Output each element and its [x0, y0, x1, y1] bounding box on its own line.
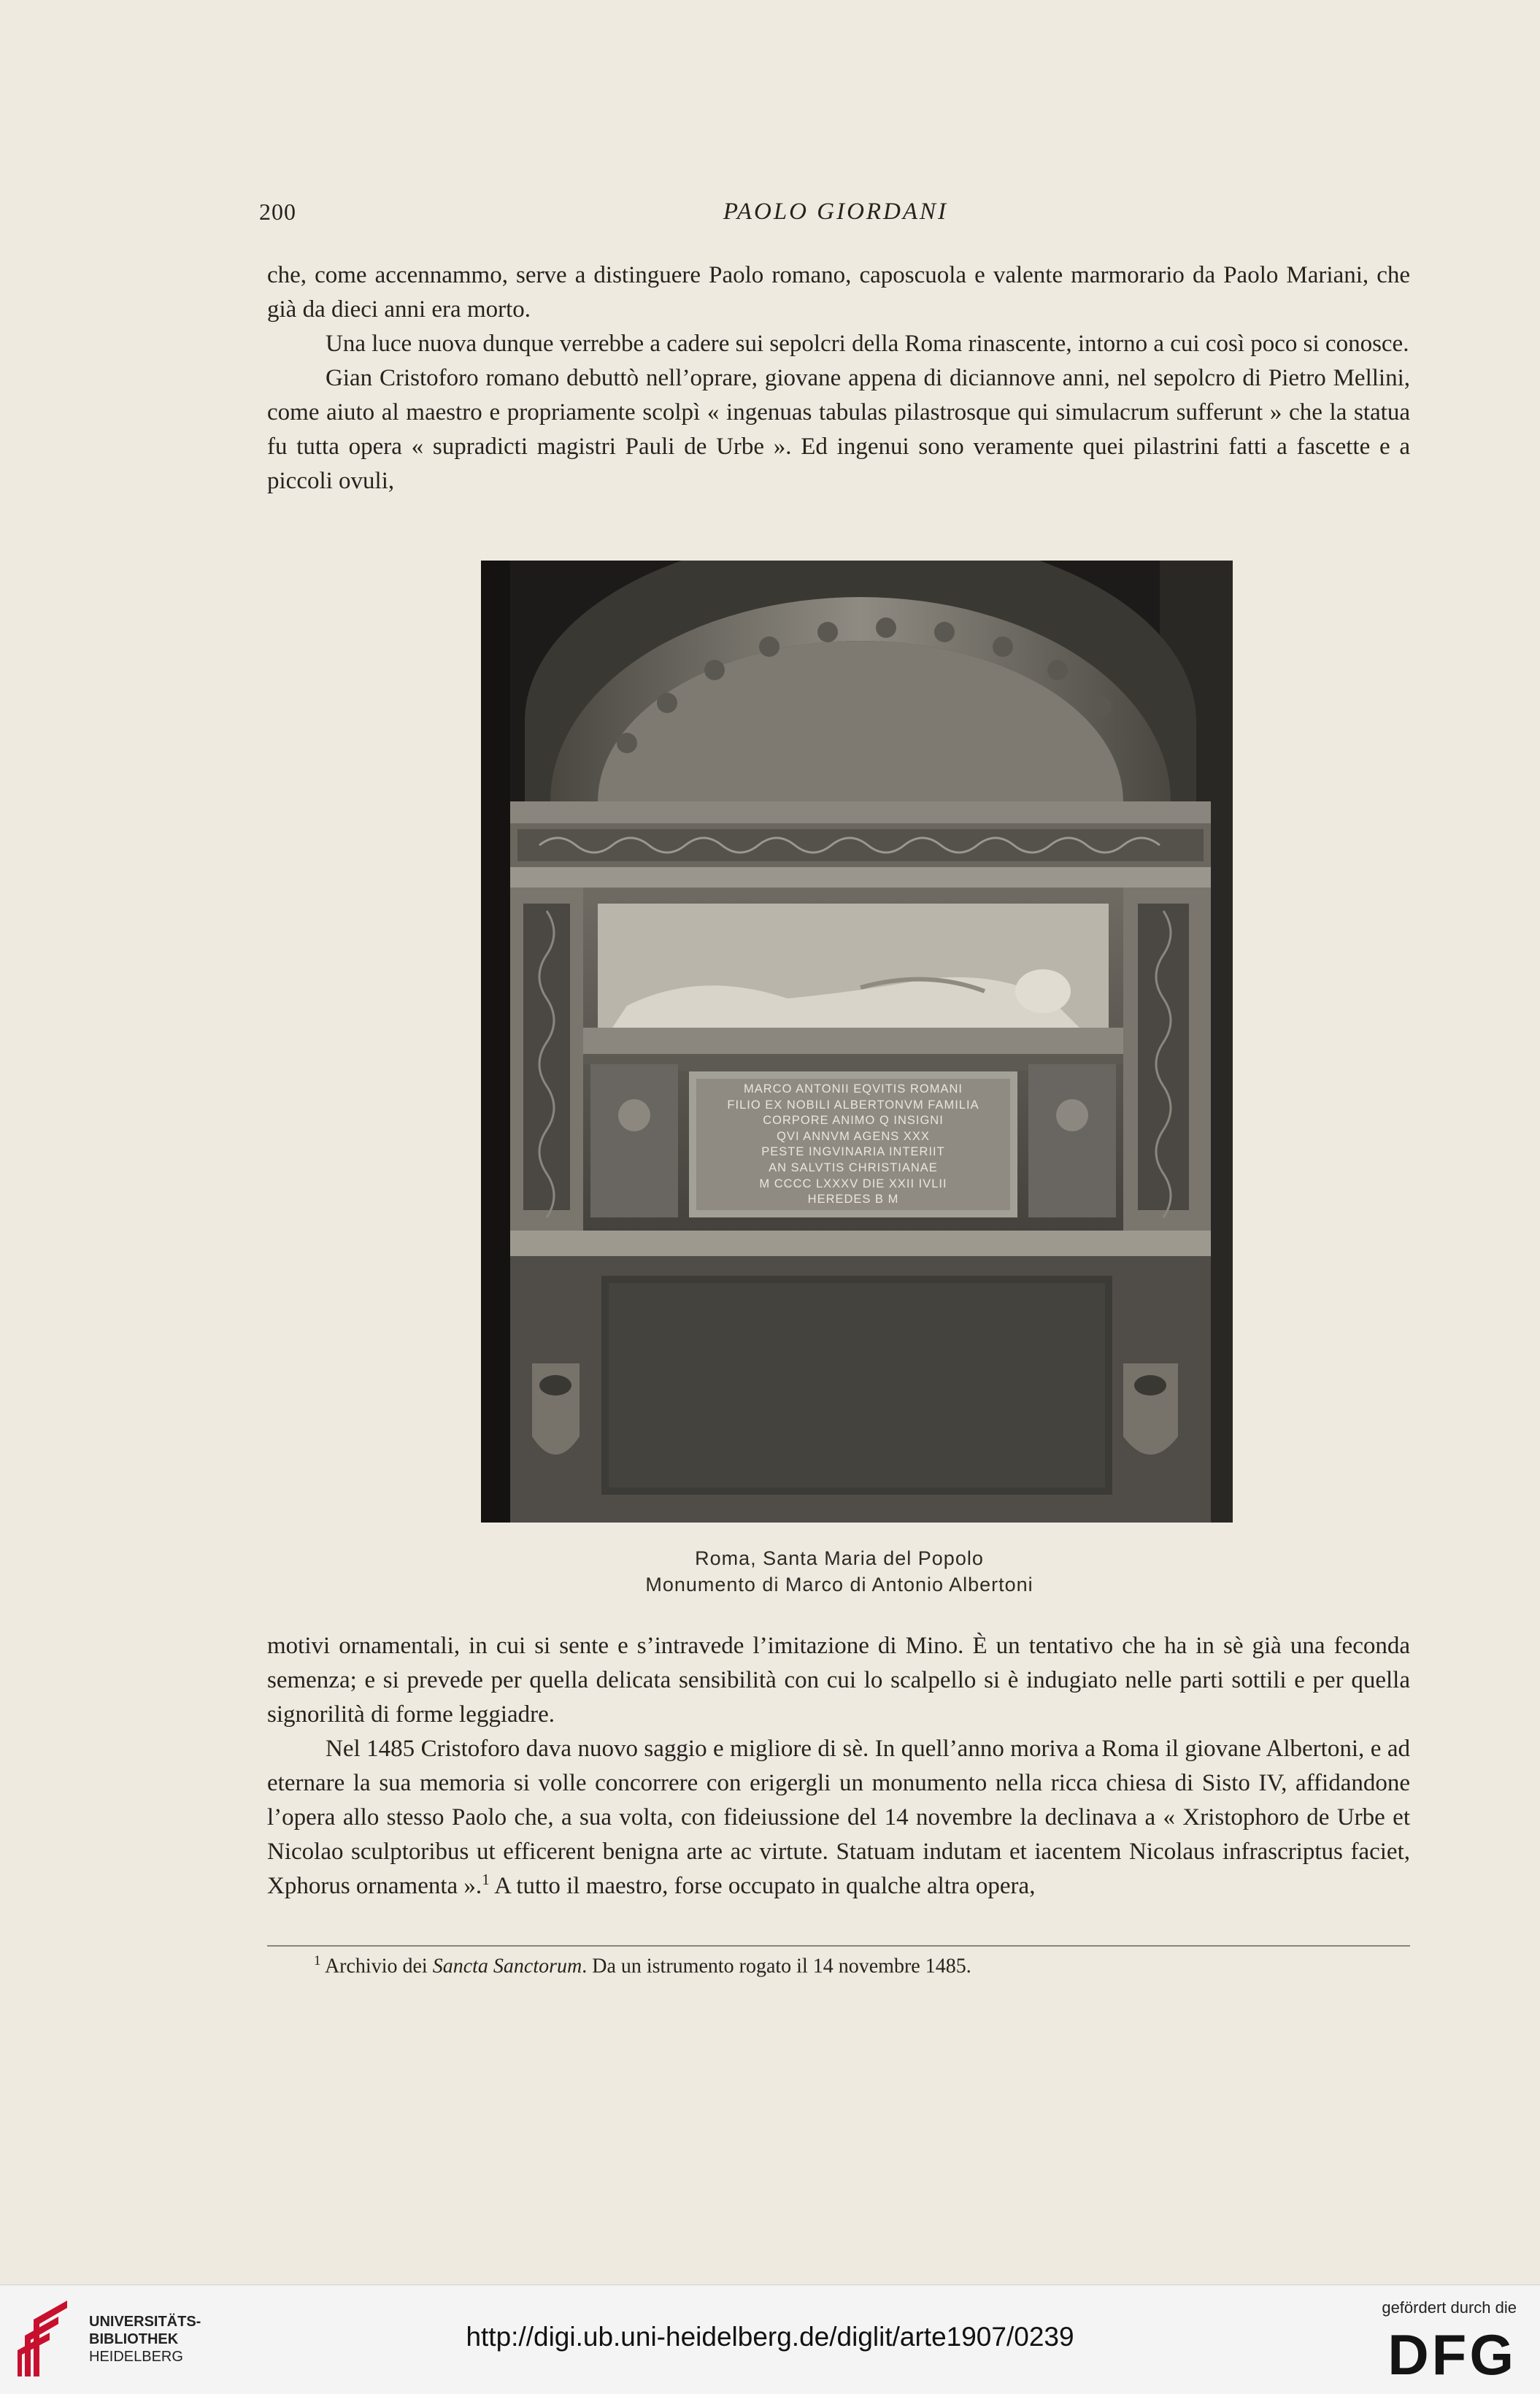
inscription-line: AN SALVTIS CHRISTIANAE [769, 1161, 938, 1174]
figure-caption-line1: Roma, Santa Maria del Popolo [695, 1547, 984, 1569]
footnote-text: Archivio dei [320, 1955, 433, 1978]
paragraph: Gian Cristoforo romano debuttò nell’oprare, giovane appena di diciannove anni, nel sepolcro di Pietro Mellini, come aiuto al maestro e propriamente scolpì « ingenuas tabulas pilastrosque qui simulacrum sufferunt » che la statua fu tutta opera « supradicti magistri Pauli de Urbe ». Ed ingenui sono veramente quei pilastrini fatti a fascette e a piccoli ovuli, [267, 365, 1410, 494]
inscription-line: FILIO EX NOBILI ALBERTONVM FAMILIA [727, 1098, 979, 1112]
permalink-url[interactable]: http://digi.ub.uni-heidelberg.de/diglit/arte1907/0239 [466, 2322, 1074, 2352]
footnote [314, 1953, 971, 1978]
library-name-line: BIBLIOTHEK [89, 2331, 179, 2347]
page-number: 200 [259, 199, 296, 225]
paragraph-text: Nel 1485 Cristoforo dava nuovo saggio e migliore di sè. In quell’anno moriva a Roma il giovane Albertoni, e ad eternare la sua memoria si volle concorrere con erigergli un monumento nella ricca chiesa di Sisto IV, affidandone l’opera allo stesso Paolo che, a sua volta, con fideiussione del 14 novembre la declinava a « Xristophoro de Urbe et Nicolao sculptoribus ut efficerent benigna arte ac virtute. Statuam indutam et iacentem Nicolaus infrascriptus faciet, Xphorus ornamenta ». [267, 1736, 1410, 1899]
paragraph-text: A tutto il maestro, forse occupato in qualche altra opera, [489, 1873, 1036, 1899]
dfg-logo[interactable]: DFG [1387, 2322, 1517, 2387]
footer-bar [0, 2285, 1540, 2394]
figure-caption-line2: Monumento di Marco di Antonio Albertoni [645, 1574, 1033, 1596]
library-name-line: UNIVERSITÄTS- [89, 2314, 201, 2330]
funded-by-label: gefördert durch die [1382, 2298, 1517, 2317]
paragraph: che, come accennammo, serve a distinguere Paolo romano, caposcuola e valente marmorario da Paolo Mariani, che già da dieci anni era morto. [267, 262, 1410, 323]
running-head [259, 199, 1412, 235]
paragraph [267, 1732, 1410, 1904]
body-text-top [267, 258, 1410, 499]
inscription-line: QVI ANNVM AGENS XXX [777, 1129, 930, 1143]
footnote-text: . Da un istrumento rogato il 14 novembre 1485. [582, 1955, 971, 1978]
paragraph: motivi ornamentali, in cui si sente e s’intravede l’imitazione di Mino. È un tentativo che ha in sè già una feconda semenza; e si prevede per quella delicata sensibilità con cui lo scalpello si è indugiato nelle parti sottili e per quella signorilità di forme leggiadre. [267, 1633, 1410, 1728]
footnote-marker: 1 [314, 1953, 321, 1968]
footnote-title: Sancta Sanctorum [432, 1955, 582, 1978]
library-name-line: HEIDELBERG [89, 2349, 183, 2365]
footnote-reference[interactable]: 1 [482, 1871, 490, 1888]
inscription-line: M CCCC LXXXV DIE XXII IVLII [759, 1177, 947, 1190]
inscription-line: CORPORE ANIMO Q INSIGNI [763, 1114, 944, 1128]
paragraph: Una luce nuova dunque verrebbe a cadere sui sepolcri della Roma rinascente, intorno a cui così poco si conosce. [326, 331, 1409, 357]
inscription-line: PESTE INGVINARIA INTERIIT [761, 1145, 945, 1159]
tomb-monument-photograph [481, 561, 1233, 1523]
footnote-divider [267, 1945, 1410, 1947]
running-title: PAOLO GIORDANI [723, 199, 949, 225]
inscription-line: HEREDES B M [807, 1193, 899, 1206]
inscription-line: MARCO ANTONII EQVITIS ROMANI [744, 1082, 963, 1096]
body-text-bottom [267, 1629, 1410, 1904]
epitaph-inscription [700, 1082, 1006, 1208]
